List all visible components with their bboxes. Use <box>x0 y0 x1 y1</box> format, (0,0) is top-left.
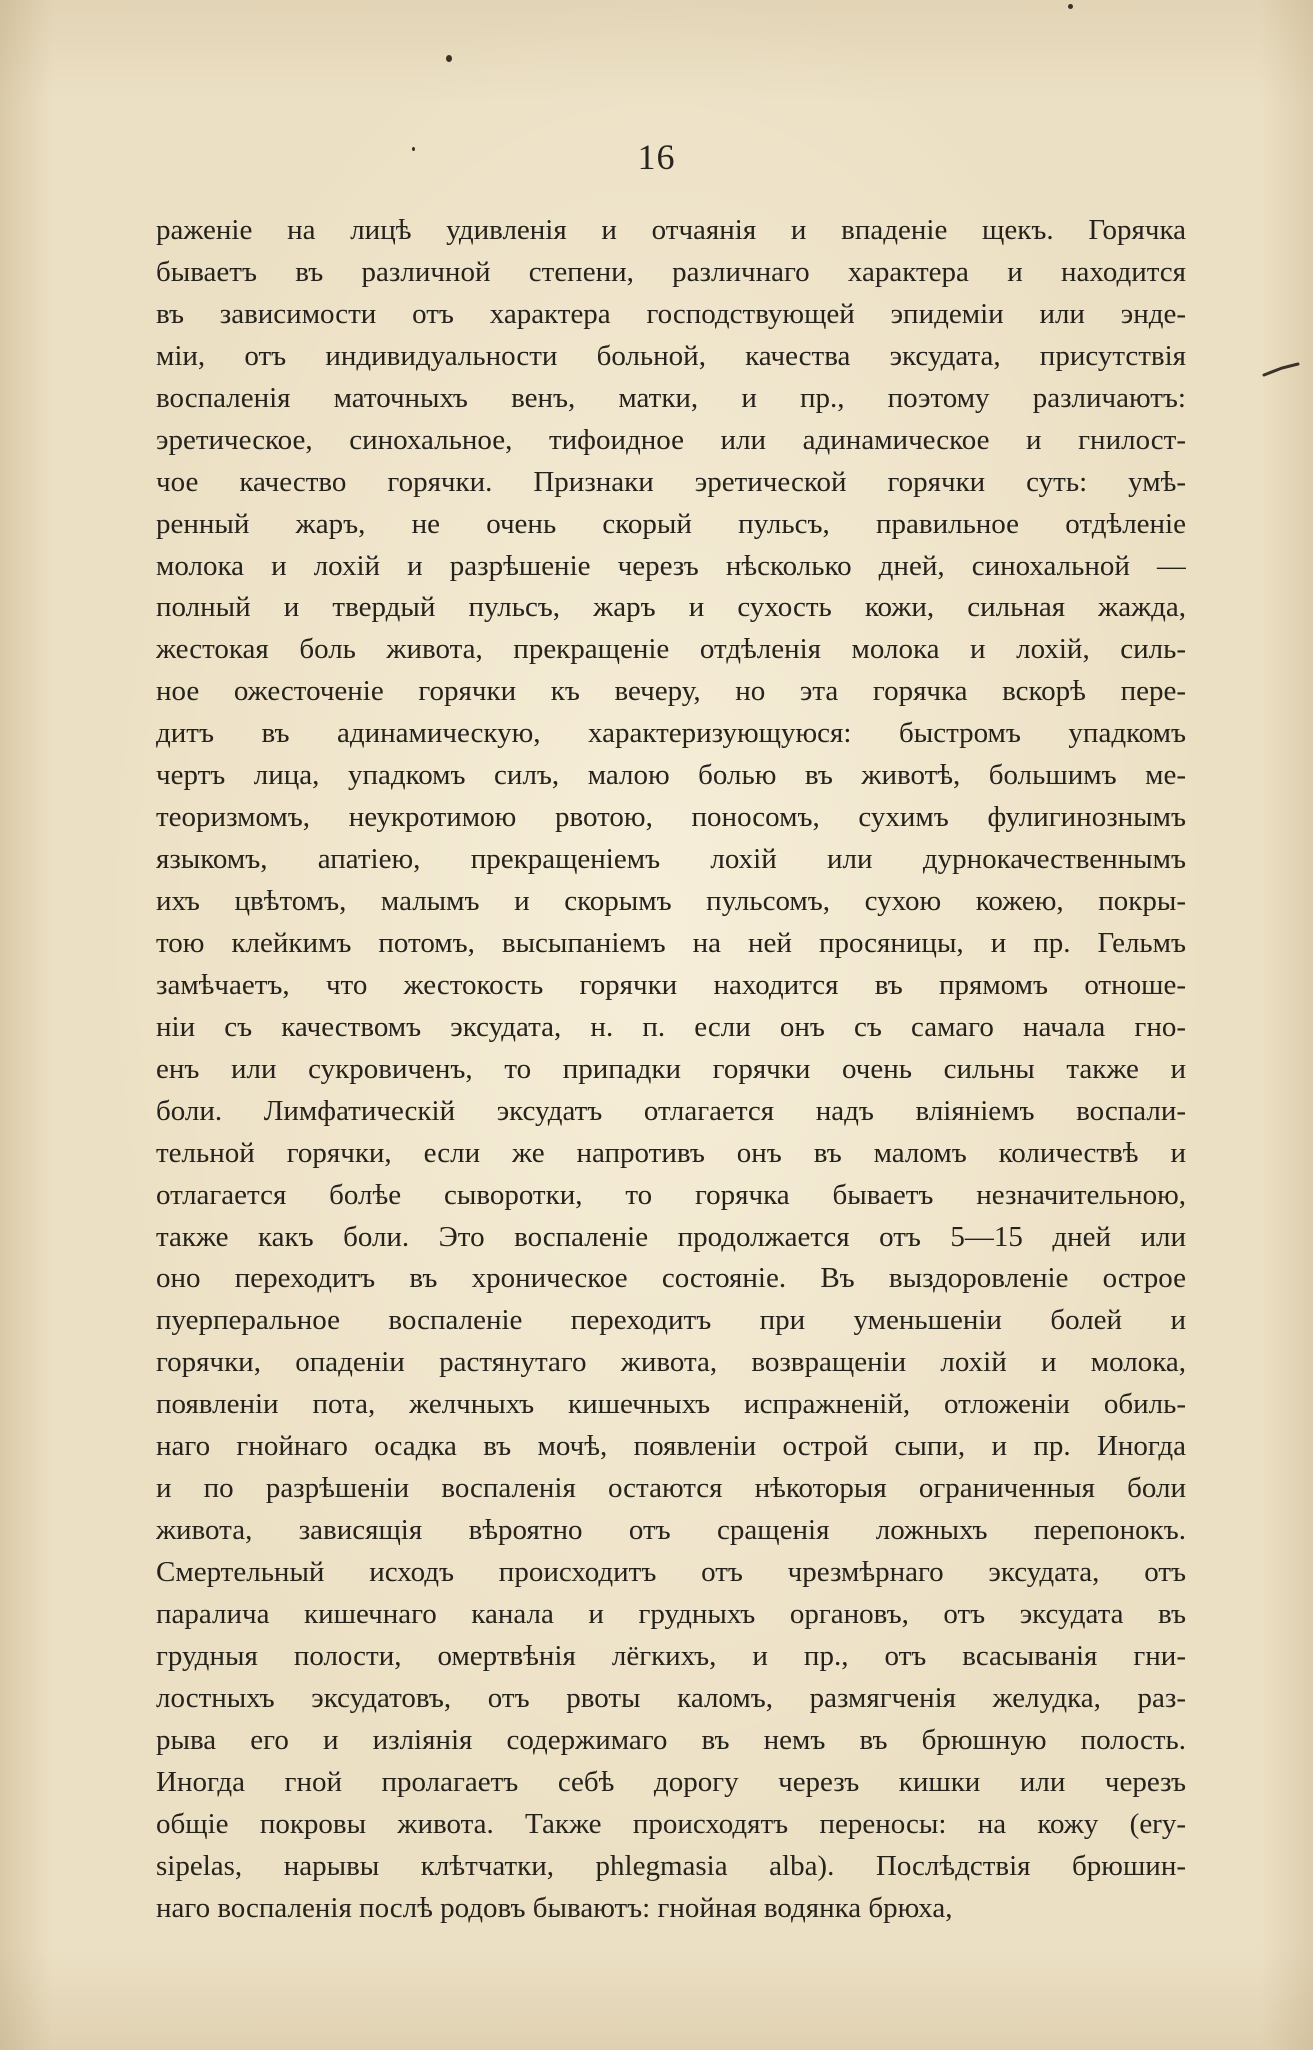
text-line: наго гнойнаго осадка въ мочѣ, появленіи острой сыпи, и пр. Иногда <box>156 1430 1186 1463</box>
text-line: чертъ лица, упадкомъ силъ, малою болью въ животѣ, большимъ ме- <box>156 759 1186 792</box>
text-line: рыва его и изліянія содержимаго въ немъ въ брюшную полость. <box>156 1723 1186 1756</box>
page-number: 16 <box>637 137 676 177</box>
text-line: чое качество горячки. Признаки эретической горячки суть: умѣ- <box>156 465 1186 498</box>
text-line: жестокая боль живота, прекращеніе отдѣленія молока и лохій, силь- <box>156 633 1186 666</box>
text-line: оно переходитъ въ хроническое состояніе. Въ выздоровленіе острое <box>156 1262 1186 1295</box>
text-line: Смертельный исходъ происходитъ отъ чрезмѣрнаго эксудата, отъ <box>156 1556 1186 1588</box>
text-line: грудныя полости, омертвѣнія лёгкихъ, и пр., отъ всасыванія гни- <box>156 1639 1186 1672</box>
ink-speck <box>1068 4 1073 9</box>
text-line: раженіе на лицѣ удивленія и отчаянія и впаденіе щекъ. Горячка <box>156 214 1186 246</box>
text-line: и по разрѣшеніи воспаленія остаются нѣкоторыя ограниченныя боли <box>156 1472 1186 1505</box>
text-line: появленіи пота, желчныхъ кишечныхъ испражненій, отложеніи обиль- <box>156 1388 1186 1421</box>
text-line: ное ожесточеніе горячки къ вечеру, но эта горячка вскорѣ пере- <box>156 675 1186 708</box>
text-line: наго воспаленія послѣ родовъ бываютъ: гнойная водянка брюха, <box>156 1891 953 1924</box>
text-line: живота, зависящія вѣроятно отъ сращенія ложныхъ перепонокъ. <box>156 1514 1186 1547</box>
text-line: общіе покровы живота. Также происходятъ переносы: на кожу (ery- <box>156 1807 1186 1840</box>
text-line: полный и твердый пульсъ, жаръ и сухость кожи, сильная жажда, <box>156 591 1186 624</box>
body-text <box>156 210 1186 1929</box>
text-line: міи, отъ индивидуальности больной, качества эксудата, присутствія <box>156 339 1186 372</box>
text-line: эретическое, синохальное, тифоидное или адинамическое и гнилост- <box>156 423 1186 456</box>
text-line: дитъ въ адинамическую, характеризующуюся: быстромъ упадкомъ <box>156 717 1186 750</box>
text-line: sipelas, нарывы клѣтчатки, phlegmasia alba). Послѣдствія брюшин- <box>156 1849 1186 1882</box>
text-line: отлагается болѣе сыворотки, то горячка бываетъ незначительною, <box>156 1178 1186 1211</box>
text-line: паралича кишечнаго канала и грудныхъ органовъ, отъ эксудата въ <box>156 1597 1186 1630</box>
text-line: Иногда гной пролагаетъ себѣ дорогу черезъ кишки или черезъ <box>156 1765 1186 1798</box>
text-line: тельной горячки, если же напротивъ онъ въ маломъ количествѣ и <box>156 1136 1186 1169</box>
ink-speck <box>446 55 452 62</box>
text-line: замѣчаетъ, что жестокость горячки находится въ прямомъ отноше- <box>156 968 1186 1001</box>
text-line: воспаленія маточныхъ венъ, матки, и пр., поэтому различаютъ: <box>156 381 1186 414</box>
text-line: также какъ боли. Это воспаленіе продолжается отъ 5—15 дней или <box>156 1220 1186 1253</box>
text-line: енъ или сукровиченъ, то припадки горячки очень сильны также и <box>156 1052 1186 1085</box>
text-line: ренный жаръ, не очень скорый пульсъ, правильное отдѣленіе <box>156 507 1186 540</box>
text-line: тою клейкимъ потомъ, высыпаніемъ на ней просяницы, и пр. Гельмъ <box>156 926 1186 959</box>
text-line: языкомъ, апатіею, прекращеніемъ лохій или дурнокачественнымъ <box>156 843 1186 876</box>
text-line: лостныхъ эксудатовъ, отъ рвоты каломъ, размягченія желудка, раз- <box>156 1681 1186 1714</box>
text-line: ніи съ качествомъ эксудата, н. п. если онъ съ самаго начала гно- <box>156 1010 1186 1043</box>
text-line: боли. Лимфатическій эксудатъ отлагается надъ вліяніемъ воспали- <box>156 1094 1186 1127</box>
text-line: бываетъ въ различной степени, различнаго характера и находится <box>156 255 1186 288</box>
text-line: молока и лохій и разрѣшеніе черезъ нѣсколько дней, синохальной — <box>156 549 1186 582</box>
text-line: пуерперальное воспаленіе переходитъ при уменьшеніи болей и <box>156 1304 1186 1337</box>
text-line: теоризмомъ, неукротимою рвотою, поносомъ, сухимъ фулигинознымъ <box>156 801 1186 834</box>
text-line: горячки, опаденіи растянутаго живота, возвращеніи лохій и молока, <box>156 1346 1186 1379</box>
pencil-mark-icon <box>1262 362 1300 378</box>
text-line: ихъ цвѣтомъ, малымъ и скорымъ пульсомъ, сухою кожею, покры- <box>156 885 1186 917</box>
text-line: въ зависимости отъ характера господствующей эпидеміи или энде- <box>156 297 1186 330</box>
